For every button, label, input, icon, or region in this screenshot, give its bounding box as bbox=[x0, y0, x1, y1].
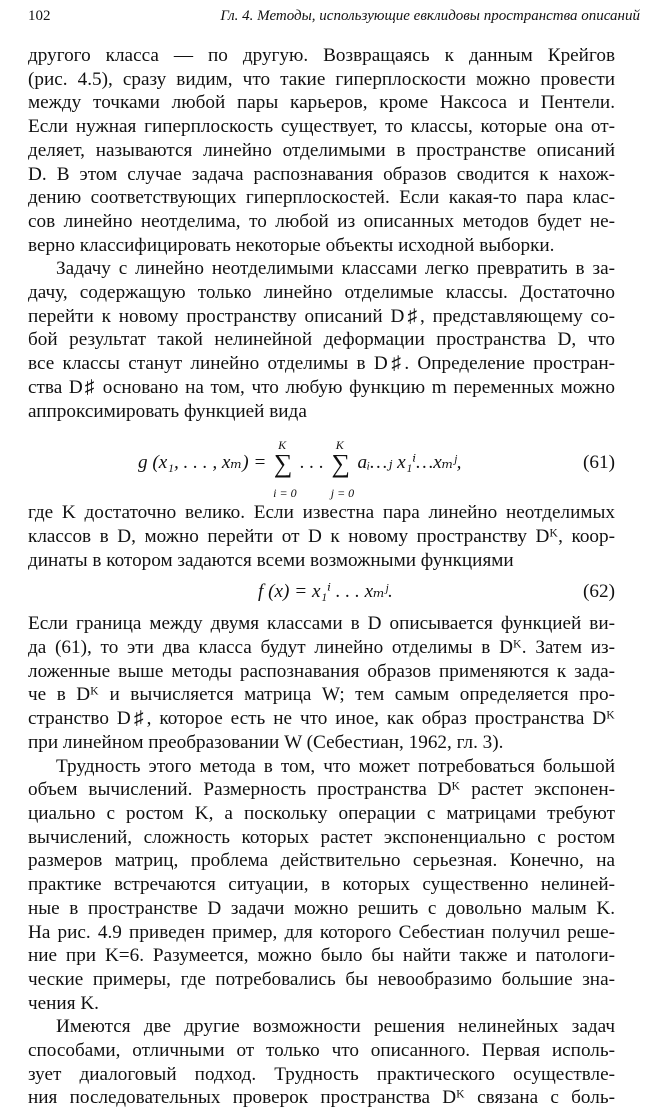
paragraph-3 bbox=[28, 501, 615, 572]
text-line: размеров матриц, проблема действительно серьезная. Конечно, на bbox=[28, 850, 615, 872]
formula-61 bbox=[28, 423, 615, 501]
text-line: ложенные выше методы распознавания образов применяются к зада- bbox=[28, 660, 615, 682]
text-line: На рис. 4.9 приведен пример, для которого Себестиан получил реше- bbox=[28, 921, 615, 943]
sum-lower-limit-j: j = 0 bbox=[330, 485, 355, 500]
formula-61-expression bbox=[138, 437, 462, 500]
text-line: вычислений, сложность которых растет экспоненциально с ростом bbox=[28, 826, 615, 848]
text-line: верно классифицировать некоторые объекты исходной выборки. bbox=[28, 234, 555, 256]
text-line: Если граница между двумя классами в D описывается функцией ви- bbox=[28, 613, 615, 635]
page-body bbox=[28, 44, 615, 1110]
text-line: классов в D, можно перейти от D к новому пространству Dᴷ, коор- bbox=[28, 525, 615, 547]
formula-62 bbox=[28, 572, 615, 612]
page-number: 102 bbox=[28, 8, 51, 24]
text-line: D. В этом случае задача распознавания образов сводится к нахож- bbox=[28, 163, 615, 185]
formula-61-dots: . . . bbox=[299, 452, 324, 474]
sum-lower-limit-i: i = 0 bbox=[273, 485, 297, 500]
text-line: Трудность этого метода в том, что может потребоваться большой bbox=[56, 755, 615, 777]
text-line: все классы станут линейно отделимы в D♯. Определение простран- bbox=[28, 353, 615, 375]
text-line: между точками любой пары карьеров, кроме Наксоса и Пентели. bbox=[28, 92, 615, 114]
text-line: деляет, называются линейно отделимыми в пространстве описаний bbox=[28, 139, 615, 161]
text-line: при линейном преобразовании W (Себестиан, 1962, гл. 3). bbox=[28, 731, 504, 753]
text-line: дачу, содержащую только линейно отделимые классы. Достаточно bbox=[28, 282, 615, 304]
text-line: ния последовательных проверок пространства Dᴷ связана с боль- bbox=[28, 1087, 615, 1109]
paragraph-1 bbox=[28, 44, 615, 257]
text-line: сов линейно неотделима, то любой из описанных методов будет не- bbox=[28, 210, 615, 232]
text-line: ческие примеры, где потребовались бы невообразимо большие зна- bbox=[28, 968, 615, 990]
text-line: Задачу с линейно неотделимыми классами легко превратить в за- bbox=[56, 258, 615, 280]
page-header bbox=[28, 8, 640, 34]
text-line: странство D♯, которое есть не что иное, как образ пространства Dᴷ bbox=[28, 708, 615, 730]
text-line: где K достаточно велико. Если известна пара линейно неотделимых bbox=[28, 502, 615, 524]
text-line: другого класса — по другую. Возвращаясь к данным Крейгов bbox=[28, 45, 615, 66]
sum-symbol-i: ∑ K i = 0 bbox=[273, 452, 293, 476]
text-line: че в Dᴷ и вычисляется матрица W; тем самым определяется про- bbox=[28, 684, 615, 706]
text-line: циально с ростом K, а поскольку операции с матрицами требуют bbox=[28, 802, 615, 824]
text-line: Имеются две другие возможности решения нелинейных задач bbox=[56, 1016, 615, 1038]
text-line: практике встречаются ситуации, в которых существенно нелиней- bbox=[28, 874, 615, 896]
text-line: чения K. bbox=[28, 992, 99, 1014]
text-line: бой результат такой нелинейной деформации пространства D, что bbox=[28, 329, 615, 351]
paragraph-2 bbox=[28, 257, 615, 423]
sum-upper-limit: K bbox=[335, 437, 344, 452]
text-line: зует диалоговый подход. Трудность практического осуществле- bbox=[28, 1063, 615, 1085]
paragraph-4 bbox=[28, 612, 615, 754]
formula-61-term: aᵢ…ⱼ x₁ⁱ…xₘʲ, bbox=[357, 452, 462, 474]
equation-number-62: (62) bbox=[583, 581, 615, 603]
text-line: ние при K=6. Разумеется, можно было бы найти также и патологи- bbox=[28, 945, 615, 967]
formula-62-expression: f (x) = x₁ⁱ . . . xₘʲ. bbox=[258, 581, 393, 603]
text-line: перейти к новому пространству описаний D♯, представляющему со- bbox=[28, 305, 615, 327]
text-line: дению соответствующих гиперплоскостей. Если какая-то пара клас- bbox=[28, 187, 615, 209]
text-line: Если нужная гиперплоскость существует, то классы, которые она от- bbox=[28, 116, 615, 138]
text-line: (рис. 4.5), сразу видим, что такие гиперплоскости можно провести bbox=[28, 68, 615, 90]
sum-symbol-j: ∑ K j = 0 bbox=[331, 452, 351, 476]
text-line: динаты в котором задаются всеми возможными функциями bbox=[28, 549, 514, 571]
text-line: да (61), то эти два класса будут линейно отделимы в Dᴷ. Затем из- bbox=[28, 637, 615, 659]
paragraph-5 bbox=[28, 755, 615, 1016]
text-line: способами, отличными от только что описанного. Первая исполь- bbox=[28, 1040, 615, 1062]
text-line: аппроксимировать функцией вида bbox=[28, 400, 307, 422]
running-title: Гл. 4. Методы, использующие евклидовы пространства описаний bbox=[220, 8, 640, 24]
text-line: ные в пространстве D задачи можно решить с довольно малым K. bbox=[28, 897, 615, 919]
formula-61-lhs: g (x₁, . . . , xₘ) = bbox=[138, 452, 267, 474]
text-line: объем вычислений. Размерность пространства Dᴷ растет экспонен- bbox=[28, 779, 615, 801]
paragraph-6 bbox=[28, 1015, 615, 1110]
sum-upper-limit: K bbox=[278, 437, 287, 452]
text-line: ства D♯ основано на том, что любую функцию m переменных можно bbox=[28, 376, 615, 398]
equation-number-61: (61) bbox=[583, 452, 615, 474]
